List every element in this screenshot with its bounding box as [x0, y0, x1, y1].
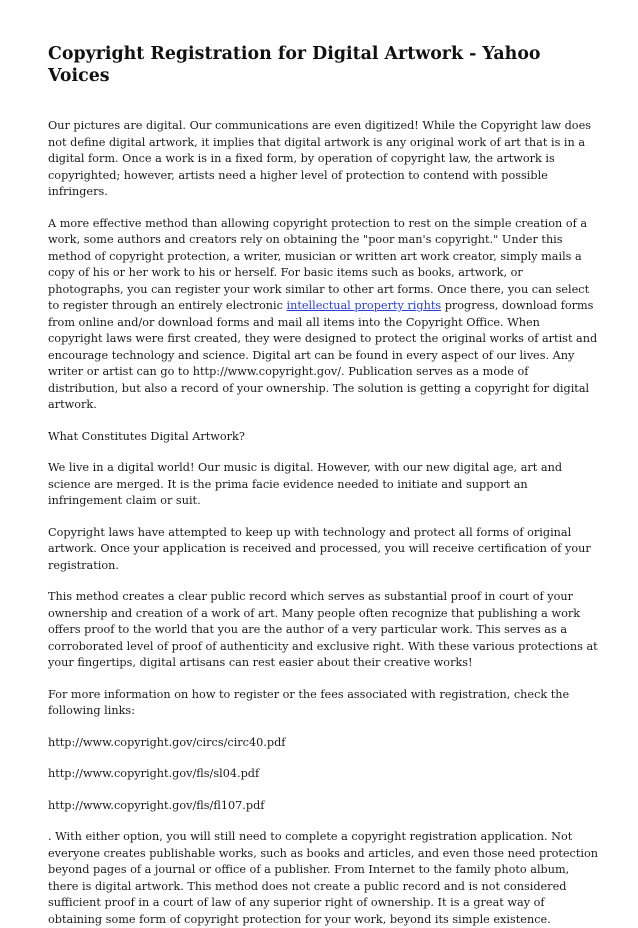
url-fl107: http://www.copyright.gov/fls/fl107.pdf — [48, 798, 265, 812]
section-heading-digital-artwork: What Constitutes Digital Artwork? — [48, 429, 245, 443]
paragraph-registration-application: . With either option, you will still need to complete a copyright registration application. Not everyone creates publishable works, such as books and articles, and even those need protection beyond pages of a journal or office of a publisher. From Internet to the family photo album, there is digital artwork. This method does not create a public record and is not considered sufficient proof in a court of law of any superior right of ownership. It is a great way of obtaining some form of copyright protection for your work, beyond its simple existence. — [48, 830, 598, 926]
paragraph-poor-mans-copyright — [48, 216, 598, 414]
paragraph-more-info: For more information on how to register or the fees associated with registration, check the following links: — [48, 687, 570, 717]
paragraph-text: progress, download forms from online and/or download forms and mail all items into the Copyright Office. When copyright laws were first created, they were designed to protect the original works of artist and encourage technology and science. Digital art can be found in every aspect of our lives. Any writer or artist can go to http://www.copyright.gov/. Publication serves as a mode of distribution, but also a record of your ownership. The solution is getting a copyright for digital artwork. — [48, 299, 598, 411]
paragraph-text: A more effective method than allowing copyright protection to rest on the simple creation of a work, some authors and creators rely on obtaining the "poor man's copyright." Under this method of copyright protection, a writer, musician or written art work creator, simply mails a copy of his or her work to his or herself. For basic items such as books, artwork, or photographs, you can register your work similar to other art forms. Once there, you can select to register through an entirely electronic — [48, 216, 590, 312]
page-title: Copyright Registration for Digital Artwork - Yahoo Voices — [48, 44, 541, 86]
paragraph-copyright-laws: Copyright laws have attempted to keep up with technology and protect all forms of original artwork. Once your application is received and processed, you will receive certification of your registration. — [48, 525, 591, 572]
paragraph-intro: Our pictures are digital. Our communications are even digitized! While the Copyright law does not define digital artwork, it implies that digital artwork is any original work of art that is in a digital form. Once a work is in a fixed form, by operation of copyright law, the artwork is copyrighted; however, artists need a higher level of protection to contend with possible infringers. — [48, 119, 592, 198]
url-sl04: http://www.copyright.gov/fls/sl04.pdf — [48, 767, 260, 780]
paragraph-public-record: This method creates a clear public record which serves as substantial proof in court of your ownership and creation of a work of art. Many people often recognize that publishing a work offers proof to the world that you are the author of a very particular work. This serves as a corroborated level of proof of authenticity and exclusive right. With these various protections at your fingertips, digital artisans can rest easier about their creative works! — [48, 590, 598, 669]
intellectual-property-rights-link[interactable]: intellectual property rights — [286, 299, 442, 312]
paragraph-digital-world: We live in a digital world! Our music is digital. However, with our new digital age, art and science are merged. It is the prima facie evidence needed to initiate and support an infringement claim or suit. — [48, 461, 563, 507]
url-circ40: http://www.copyright.gov/circs/circ40.pdf — [48, 735, 286, 749]
